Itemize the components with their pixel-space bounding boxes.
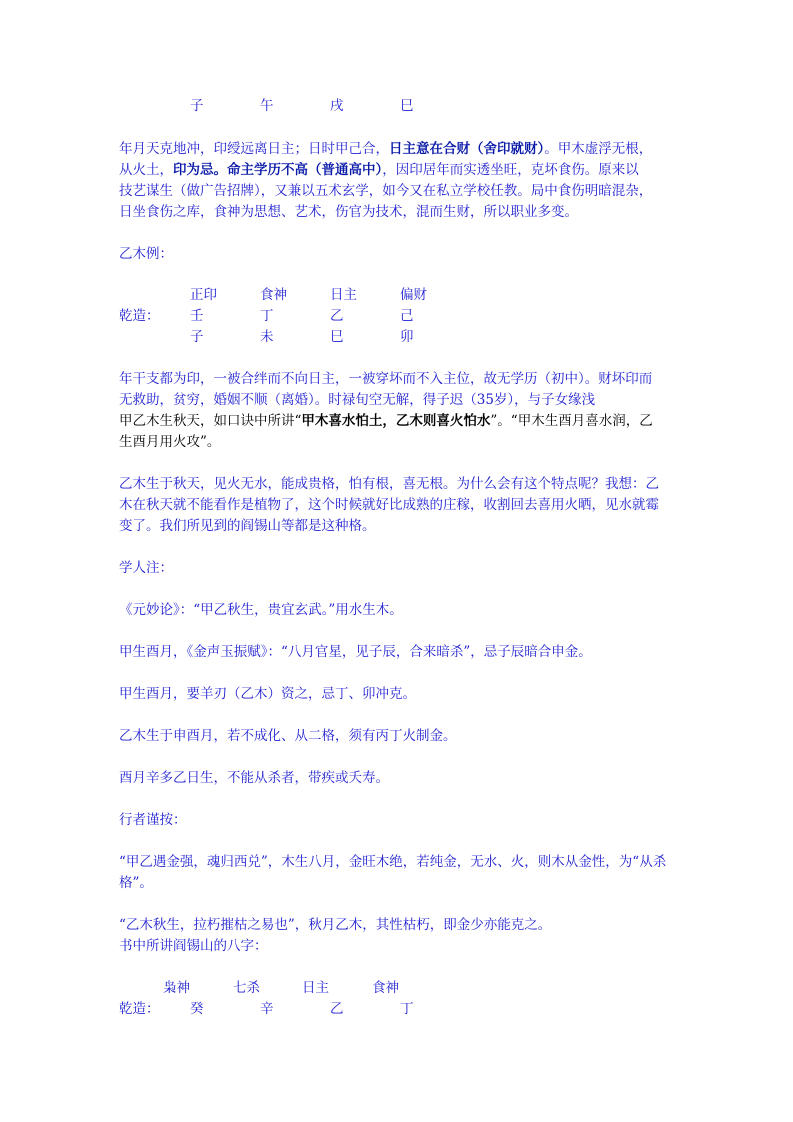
chart1-stem-4: 己 [400, 308, 414, 324]
text-span: 年月天克地冲，印绶远离日主；日时甲己合， [119, 141, 389, 157]
top-branch-1: 子 [190, 98, 204, 114]
chart2-god-4: 食神 [372, 980, 399, 996]
note-1: 《元妙论》：“甲乙秋生，贵宜玄武。”用水生木。 [119, 602, 403, 618]
bold-span: 日主意在合财（舍印就财） [389, 141, 545, 157]
paragraph-1-line-2 [119, 160, 639, 180]
text-span: ，因印居年而实透坐旺，克坏食伤。原来以 [382, 162, 639, 178]
paragraph-3-line-3: 变了。我们所见到的阎锡山等都是这种格。 [119, 518, 376, 534]
chart1-stem-1: 壬 [190, 308, 204, 324]
section-title-yimu: 乙木例： [119, 246, 173, 262]
chart2-stem-3: 乙 [330, 1001, 344, 1017]
chart1-god-4: 偏财 [400, 287, 427, 303]
chart1-god-3: 日主 [330, 287, 357, 303]
text-span: 从火土， [119, 162, 173, 178]
chart1-god-1: 正印 [190, 287, 217, 303]
top-branch-3: 戌 [330, 98, 344, 114]
chart1-branch-4: 卯 [400, 329, 414, 345]
paragraph-3-line-1: 乙木生于秋天，见火无水，能成贵格，怕有根，喜无根。为什么会有这个特点呢？我想：乙 [119, 476, 659, 492]
paragraph-4-line-2: 格”。 [119, 875, 153, 891]
chart2-god-1: 枭神 [163, 980, 190, 996]
chart2-god-2: 七杀 [233, 980, 260, 996]
bold-span: 甲木喜水怕土，乙木则喜火怕水 [301, 413, 491, 429]
paragraph-2-line-1: 年干支都为印，一被合绊而不向日主，一被穿坏而不入主位，故无学历（初中）。财坏印而 [119, 371, 653, 387]
top-branch-4: 巳 [400, 98, 414, 114]
paragraph-1-line-3: 技艺谋生（做广告招牌），又兼以五术玄学，如今又在私立学校任教。局中食伤明暗混杂， [119, 183, 653, 199]
chart1-branch-1: 子 [190, 329, 204, 345]
chart2-stem-1: 癸 [190, 1001, 204, 1017]
section-title-xingzhe: 行者谨按： [119, 812, 187, 828]
paragraph-3-line-2: 木在秋天就不能看作是植物了，这个时候就好比成熟的庄稼，收割回去喜用火晒，见水就霉 [119, 497, 659, 513]
chart1-branch-2: 未 [260, 329, 274, 345]
paragraph-1-line-4: 日坐食伤之库，食神为思想、艺术，伤官为技术，混而生财，所以职业多变。 [119, 204, 578, 220]
bold-span: 印为忌。 [173, 162, 227, 178]
chart1-branch-3: 巳 [330, 329, 344, 345]
chart2-stem-4: 丁 [400, 1001, 414, 1017]
chart1-god-2: 食神 [260, 287, 287, 303]
top-branch-2: 午 [260, 98, 274, 114]
paragraph-1-line-1 [119, 139, 652, 159]
note-2: 甲生酉月，《金声玉振赋》：“八月官星，见子辰，合来暗杀”，忌子辰暗合申金。 [119, 644, 592, 660]
paragraph-2-line-2: 无救助，贫穷，婚姻不顺（离婚）。时禄旬空无解，得子迟（35岁），与子女缘浅 [119, 392, 596, 408]
paragraph-2-line-4: 生酉月用火攻”。 [119, 434, 221, 450]
chart2-god-3: 日主 [302, 980, 329, 996]
section-title-xueren: 学人注： [119, 560, 173, 576]
chart2-stem-2: 辛 [260, 1001, 274, 1017]
chart1-stem-3: 乙 [330, 308, 344, 324]
note-5: 酉月辛多乙日生，不能从杀者，带疾或夭寿。 [119, 770, 389, 786]
note-3: 甲生酉月，要羊刃（乙木）资之，忌丁、卯冲克。 [119, 686, 416, 702]
paragraph-5-line-2: 书中所讲阎锡山的八字： [119, 938, 268, 954]
paragraph-5-line-1: “乙木秋生，拉朽摧枯之易也”，秋月乙木，其性枯朽，即金少亦能克之。 [119, 917, 552, 933]
bold-span: 命主学历不高（普通高中） [227, 162, 383, 178]
text-span: 甲乙木生秋天，如口诀中所讲“ [119, 413, 302, 429]
paragraph-4-line-1: “甲乙遇金强，魂归西兑”，木生八月，金旺木绝，若纯金，无水、火，则木从金性，为“从杀 [119, 854, 667, 870]
text-span: ”。“甲木生酉月喜水润，乙 [490, 413, 653, 429]
text-span: 。甲木虚浮无根， [544, 141, 653, 157]
chart2-label: 乾造： [119, 1001, 160, 1017]
chart1-label: 乾造： [119, 308, 160, 324]
note-4: 乙木生于申酉月，若不成化、从二格，须有丙丁火制金。 [119, 728, 457, 744]
paragraph-2-line-3 [119, 411, 653, 431]
chart1-stem-2: 丁 [260, 308, 274, 324]
